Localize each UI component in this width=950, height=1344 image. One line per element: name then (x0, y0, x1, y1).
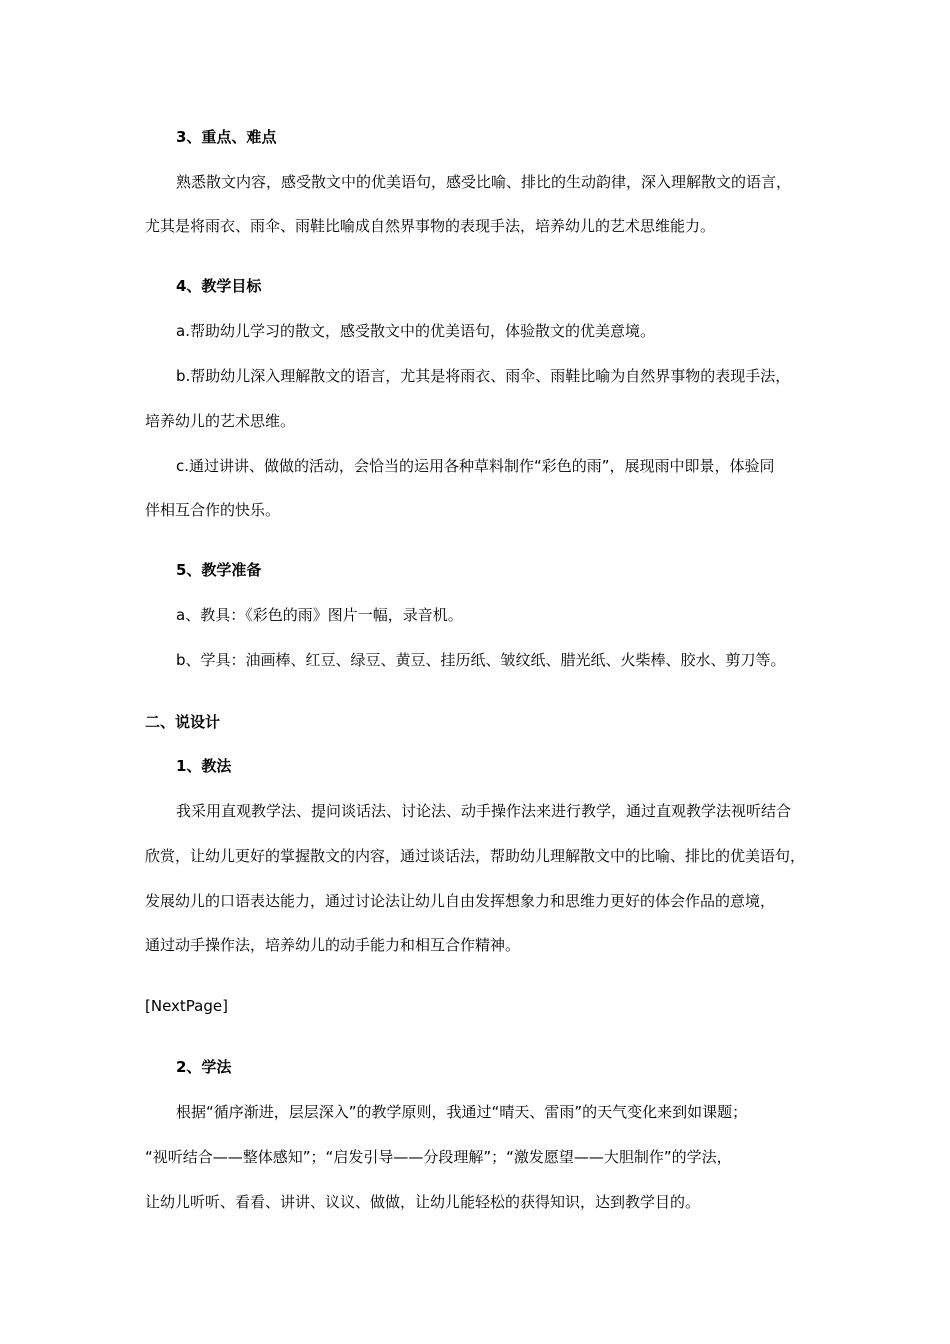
next-page-marker: [NextPage] (145, 997, 228, 1015)
teaching-method-line-3: 发展幼儿的口语表达能力，通过讨论法让幼儿自由发挥想象力和思维力更好的体会作品的意境， (145, 892, 776, 910)
section-3-paragraph-line-1: 熟悉散文内容，感受散文中的优美语句，感受比喻、排比的生动韵律，深入理解散文的语言， (176, 173, 792, 191)
learning-method-heading: 2、学法 (176, 1058, 232, 1076)
part-2-heading: 二、说设计 (145, 713, 221, 731)
section-5-heading: 5、教学准备 (176, 561, 262, 579)
objective-c-line-1: c.通过讲讲、做做的活动，会恰当的运用各种草料制作“彩色的雨”，展现雨中即景，体验同 (176, 457, 775, 475)
section-4-heading: 4、教学目标 (176, 277, 262, 295)
learning-method-line-1: 根据“循序渐进，层层深入”的教学原则，我通过“晴天、雷雨”的天气变化来到如课题； (176, 1103, 748, 1121)
teaching-method-line-1: 我采用直观教学法、提问谈话法、讨论法、动手操作法来进行教学，通过直观教学法视听结合 (176, 802, 792, 820)
objective-c-line-2: 伴相互合作的快乐。 (145, 501, 281, 519)
objective-b-line-1: b.帮助幼儿深入理解散文的语言，尤其是将雨衣、雨伞、雨鞋比喻为自然界事物的表现手法， (176, 367, 791, 385)
teaching-method-line-2: 欣赏，让幼儿更好的掌握散文的内容，通过谈话法，帮助幼儿理解散文中的比喻、排比的优美语句， (145, 847, 806, 865)
learning-method-line-3: 让幼儿听听、看看、讲讲、议议、做做，让幼儿能轻松的获得知识，达到教学目的。 (145, 1193, 701, 1211)
learning-method-line-2: “视听结合——整体感知”；“启发引导——分段理解”；“激发愿望——大胆制作”的学法， (145, 1148, 732, 1166)
preparation-b: b、学具：油画棒、红豆、绿豆、黄豆、挂历纸、皱纹纸、腊光纸、火柴棒、胶水、剪刀等。 (176, 651, 786, 669)
teaching-method-heading: 1、教法 (176, 757, 232, 775)
section-3-paragraph-line-2: 尤其是将雨衣、雨伞、雨鞋比喻成自然界事物的表现手法，培养幼儿的艺术思维能力。 (145, 217, 716, 235)
objective-b-line-2: 培养幼儿的艺术思维。 (145, 412, 296, 430)
objective-a: a.帮助幼儿学习的散文，感受散文中的优美语句，体验散文的优美意境。 (176, 322, 655, 340)
section-3-heading: 3、重点、难点 (176, 128, 277, 146)
teaching-method-line-4: 通过动手操作法，培养幼儿的动手能力和相互合作精神。 (145, 936, 521, 954)
preparation-a: a、教具：《彩色的雨》图片一幅，录音机。 (176, 606, 463, 624)
